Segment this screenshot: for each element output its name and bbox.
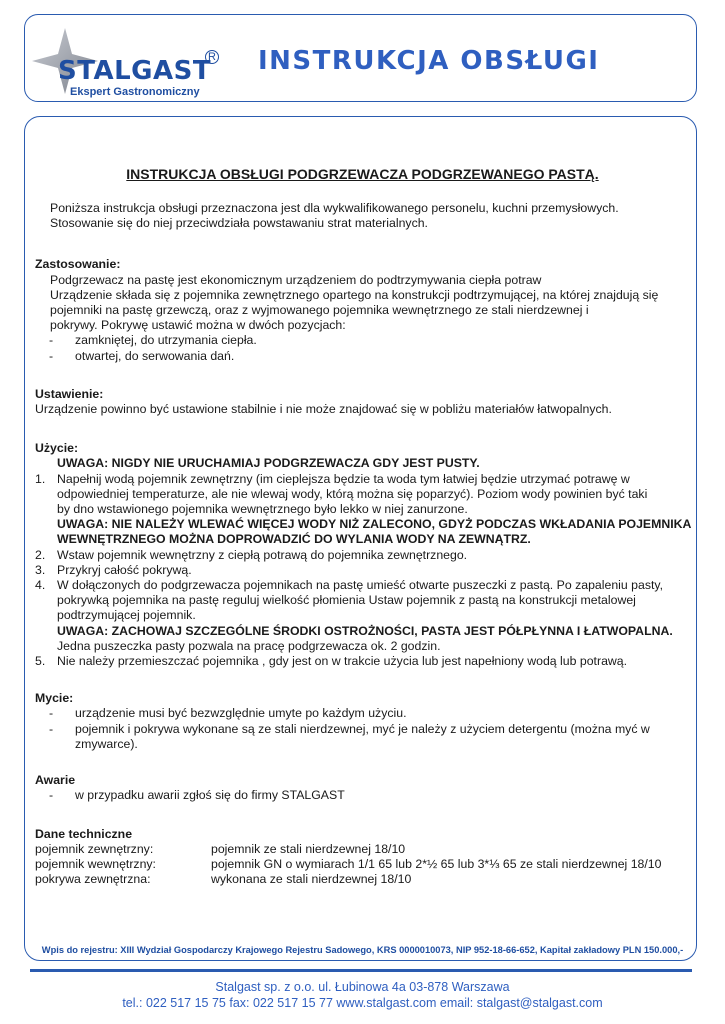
footer-address: Stalgast sp. z o.o. ul. Łubinowa 4a 03-878 Warszawa <box>215 980 510 994</box>
intro-line-2: Stosowanie się do niej przeciwdziała powstawaniu strat materialnych. <box>50 216 428 231</box>
document-content <box>35 201 695 887</box>
list-item: - w przypadku awarii zgłoś się do firmy STALGAST <box>49 788 345 803</box>
list-item: 5. Nie należy przemieszczać pojemnika , gdy jest on w trakcie użycia lub jest napełniony wodą lub potrawą. <box>35 654 628 669</box>
list-item: 1. Napełnij wodą pojemnik zewnętrzny (im cieplejsza będzie ta woda tym łatwiej będzie utrzymać potrawę w odpowiedniej temperaturze, ale nie wlewaj wody, którą można się poparzyć). Poziom wody powinien być taki by dno wstawionego pojemnika wewnętrznego było lekko w niej zanurzone. UWAGA: NIE NALEŻY WLEWAĆ WIĘCEJ WODY NIŻ ZALECONO, GDYŻ PODCZAS WKŁADANIA POJEMNIKA WEWNĘTRZNEGO MOŻNA DOPROWADZIĆ DO WYLANIA WODY NA ZEWNĄTRZ. <box>35 471 692 547</box>
table-row: pojemnik wewnętrzny: pojemnik GN o wymiarach 1/1 65 lub 2*½ 65 lub 3*⅓ 65 ze stali nierdzewnej 18/10 <box>35 856 662 871</box>
section-heading-uzycie: Użycie: <box>35 441 79 456</box>
table-row: pokrywa zewnętrzna: wykonana ze stali nierdzewnej 18/10 <box>35 872 412 887</box>
section-heading-ustawienie: Ustawienie: <box>35 386 104 401</box>
footer-divider <box>30 969 692 972</box>
list-item: 2. Wstaw pojemnik wewnętrzny z ciepłą potrawą do pojemnika zewnętrznego. <box>35 547 468 562</box>
section-heading-zastosowanie: Zastosowanie: <box>35 257 121 272</box>
list-item: - pojemnik i pokrywa wykonane są ze stali nierdzewnej, myć je należy z użyciem detergentu (można myć w zmywarce). <box>49 721 650 751</box>
section-heading-awarie: Awarie <box>35 773 76 788</box>
ustawienie-text: Urządzenie powinno być ustawione stabilnie i nie może znajdować się w pobliżu materiałów łatwopalnych. <box>35 402 612 417</box>
zastosowanie-line-4: pokrywy. Pokrywę ustawić można w dwóch pozycjach: <box>50 318 346 333</box>
zastosowanie-line-1: Podgrzewacz na pastę jest ekonomicznym urządzeniem do podtrzymywania ciepła potraw <box>50 272 542 287</box>
document-title: INSTRUKCJA OBSŁUGI PODGRZEWACZA PODGRZEWANEGO PASTĄ. <box>126 166 599 182</box>
list-item: 4. W dołączonych do podgrzewacza pojemnikach na pastę umieść otwarte puszeczki z pastą. Po zapaleniu pasty, pokrywką pojemnika na pastę reguluj wielkość płomienia Ustaw pojemnik z pastą na konstrukcji metalowej podtrzymującej pojemnik. UWAGA: ZACHOWAJ SZCZEGÓLNE ŚRODKI OSTROŻNOŚCI, PASTA JEST PÓŁPŁYNNA I ŁATWOPALNA. Jedna puszeczka pasty pozwala na pracę podgrzewacza ok. 2 godzin. <box>35 578 673 653</box>
logo-wordmark: STALGAST <box>58 56 212 86</box>
zastosowanie-line-2: Urządzenie składa się z pojemnika zewnętrznego opartego na konstrukcji podtrzymującej, na której znajdują się <box>50 287 659 302</box>
header-title: INSTRUKCJA OBSŁUGI <box>258 46 600 76</box>
table-row: pojemnik zewnętrzny: pojemnik ze stali nierdzewnej 18/10 <box>35 841 406 856</box>
stalgast-logo <box>30 26 220 96</box>
list-item: 3. Przykryj całość pokrywą. <box>35 562 192 577</box>
list-item: - otwartej, do serwowania dań. <box>49 348 235 363</box>
logo-tagline: Ekspert Gastronomiczny <box>70 86 200 98</box>
footer-contact: tel.: 022 517 15 75 fax: 022 517 15 77 www.stalgast.com email: stalgast@stalgast.com <box>122 996 603 1010</box>
registered-mark-icon: R <box>205 50 219 64</box>
list-item: - urządzenie musi być bezwzględnie umyte po każdym użyciu. <box>49 706 407 721</box>
section-heading-dane: Dane techniczne <box>35 826 133 841</box>
intro-line-1: Poniższa instrukcja obsługi przeznaczona jest dla wykwalifikowanego personelu, kuchni przemysłowych. <box>50 201 619 215</box>
list-item: - zamkniętej, do utrzymania ciepła. <box>49 333 257 348</box>
uzycie-warning: UWAGA: NIGDY NIE URUCHAMIAJ PODGRZEWACZA GDY JEST PUSTY. <box>57 456 480 471</box>
section-heading-mycie: Mycie: <box>35 691 74 706</box>
registry-info: Wpis do rejestru: XIII Wydział Gospodarczy Krajowego Rejestru Sadowego, KRS 0000010073, NIP 952-18-66-652, Kapitał zakładowy PLN 150.000,- <box>41 945 684 955</box>
zastosowanie-line-3: pojemniki na pastę grzewczą, oraz z wyjmowanego pojemnika wewnętrznego ze stali nierdzewnej i <box>50 303 589 318</box>
